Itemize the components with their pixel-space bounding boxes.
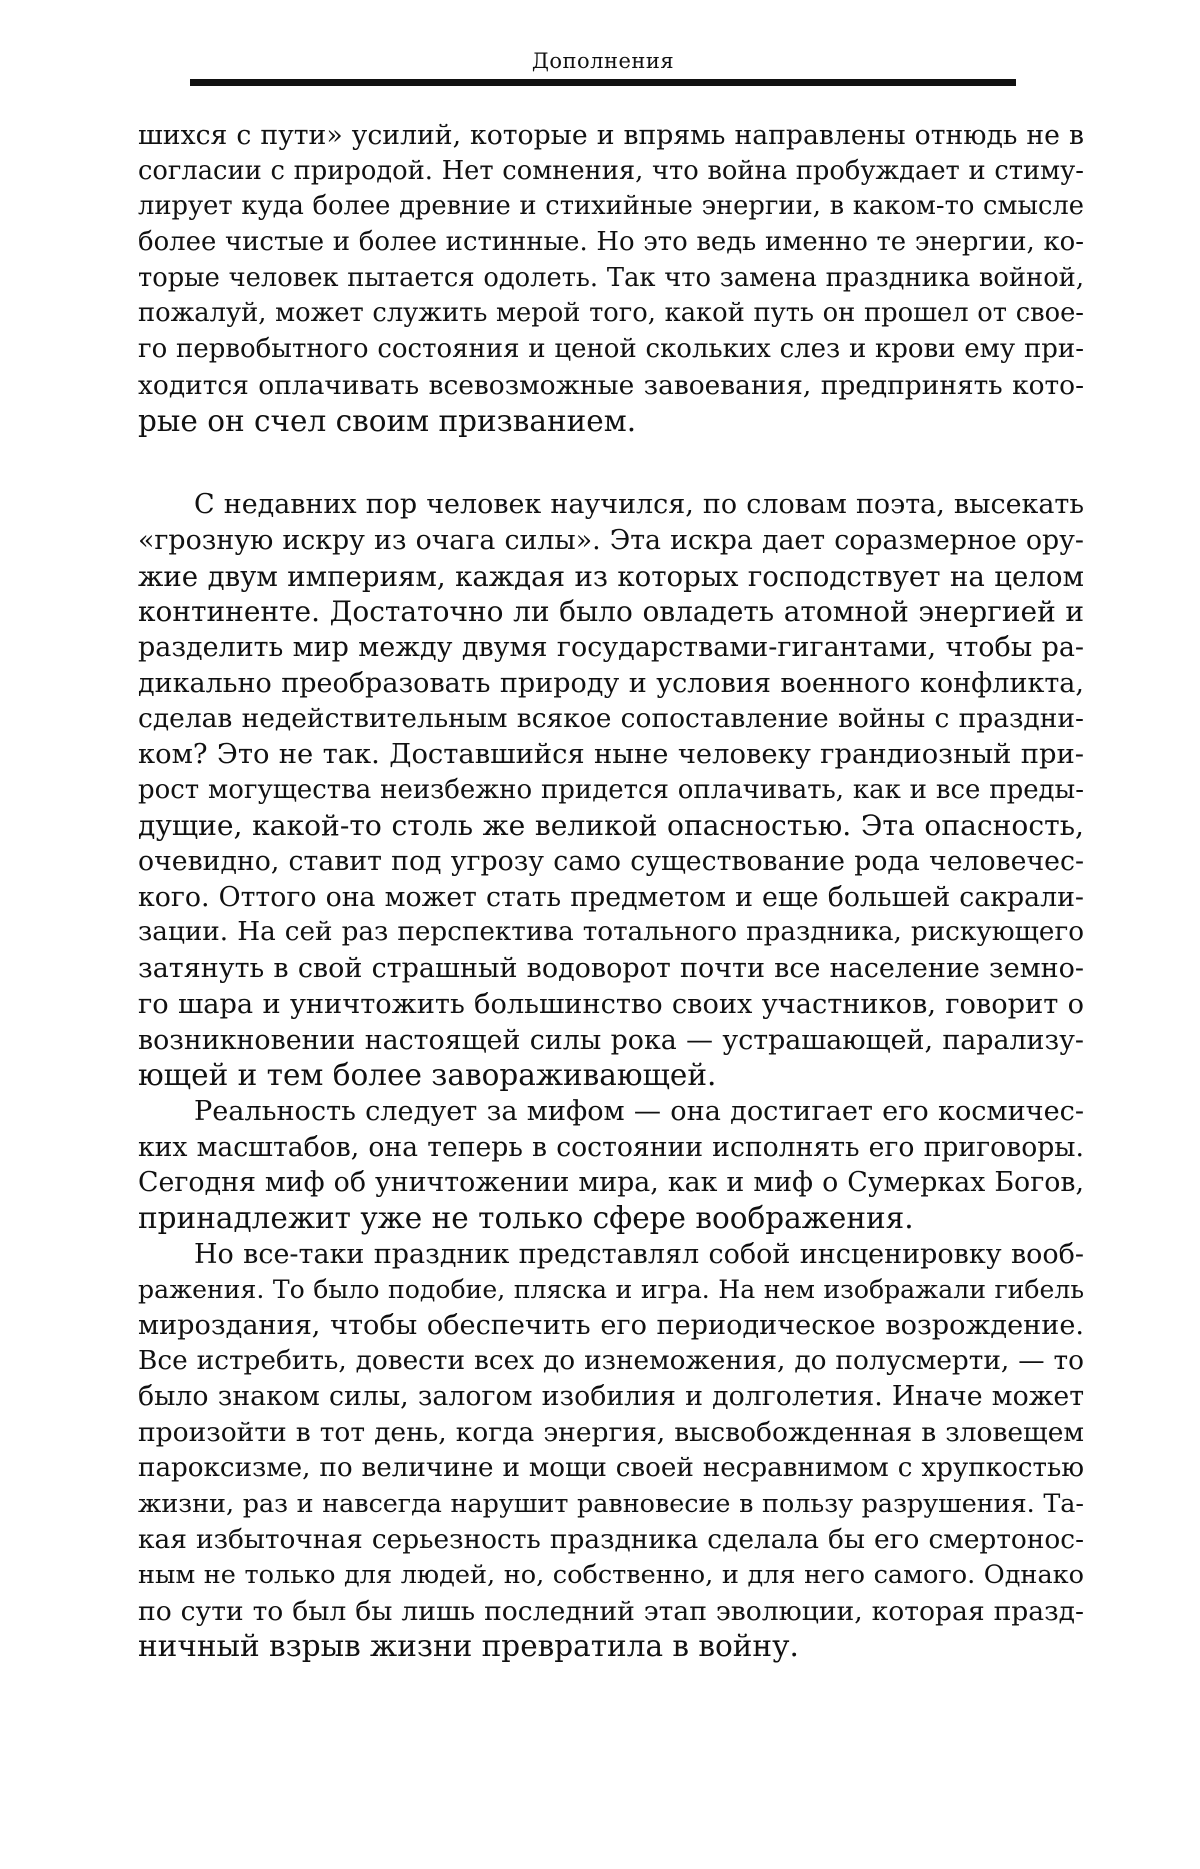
text-line: жизни, раз и навсегда нарушит равновесие в пользу разрушения. Та- <box>138 1486 1084 1522</box>
text-line: произойти в тот день, когда энергия, высвобожденная в зловещем <box>138 1415 1084 1451</box>
text-line: сделав недействительным всякое сопоставление войны с праздни- <box>138 701 1084 737</box>
text-line: торые человек пытается одолеть. Так что замена праздника войной, <box>138 261 1084 297</box>
text-line: кого. Оттого она может стать предметом и еще большей сакрали- <box>138 880 1084 916</box>
paragraph-gap <box>138 439 1084 487</box>
text-line: Сегодня миф об уничтожении мира, как и миф о Сумерках Богов, <box>138 1165 1084 1201</box>
text-line: мироздания, чтобы обеспечить его периодическое возрождение. <box>138 1308 1084 1344</box>
text-line: С недавних пор человек научился, по словам поэта, высекать <box>138 487 1084 523</box>
text-line: рые он счел своим призванием. <box>138 404 1084 440</box>
text-line: шихся с пути» усилий, которые и впрямь направлены отнюдь не в <box>138 118 1084 154</box>
text-line: ным не только для людей, но, собственно, и для него самого. Однако <box>138 1558 1084 1594</box>
text-line: пожалуй, может служить мерой того, какой путь он прошел от свое- <box>138 296 1084 332</box>
text-line: лирует куда более древние и стихийные энергии, в каком-то смысле <box>138 189 1084 225</box>
text-line: рост могущества неизбежно придется оплачивать, как и все преды- <box>138 773 1084 809</box>
text-line: ком? Это не так. Доставшийся ныне человеку грандиозный при- <box>138 737 1084 773</box>
text-line: ражения. То было подобие, пляска и игра. На нем изображали гибель <box>138 1272 1084 1308</box>
text-line: дущие, какой-то столь же великой опасностью. Эта опасность, <box>138 808 1084 844</box>
text-line: го первобытного состояния и ценой скольких слез и крови ему при- <box>138 332 1084 368</box>
text-line: согласии с природой. Нет сомнения, что война пробуждает и стиму- <box>138 154 1084 190</box>
body-text <box>138 118 1084 1665</box>
text-line: зации. На сей раз перспектива тотального праздника, рискующего <box>138 915 1084 951</box>
text-line: го шара и уничтожить большинство своих участников, говорит о <box>138 987 1084 1023</box>
text-line: Все истребить, довести всех до изнеможения, до полусмерти, — то <box>138 1344 1084 1380</box>
text-line: ких масштабов, она теперь в состоянии исполнять его приговоры. <box>138 1130 1084 1166</box>
text-line: возникновении настоящей силы рока — устрашающей, парализу- <box>138 1023 1084 1059</box>
text-line: континенте. Достаточно ли было овладеть атомной энергией и <box>138 594 1084 630</box>
text-line: Реальность следует за мифом — она достигает его космичес- <box>138 1094 1084 1130</box>
text-line: пароксизме, по величине и мощи своей несравнимом с хрупкостью <box>138 1451 1084 1487</box>
text-line: затянуть в свой страшный водоворот почти все население земно- <box>138 951 1084 987</box>
text-line: Но все-таки праздник представлял собой инсценировку вооб- <box>138 1237 1084 1273</box>
paragraph <box>138 487 1084 1094</box>
text-line: ющей и тем более завораживающей. <box>138 1058 1084 1094</box>
paragraph <box>138 1094 1084 1237</box>
text-line: жие двум империям, каждая из которых господствует на целом <box>138 559 1084 595</box>
header-rule <box>190 79 1016 86</box>
text-line: по сути то был бы лишь последний этап эволюции, которая празд- <box>138 1594 1084 1630</box>
text-line: принадлежит уже не только сфере воображения. <box>138 1201 1084 1237</box>
text-line: дикально преобразовать природу и условия военного конфликта, <box>138 666 1084 702</box>
text-line: «грозную искру из очага силы». Эта искра дает соразмерное ору- <box>138 523 1084 559</box>
text-line: ходится оплачивать всевозможные завоевания, предпринять кото- <box>138 368 1084 404</box>
text-line: было знаком силы, залогом изобилия и долголетия. Иначе может <box>138 1379 1084 1415</box>
paragraph <box>138 118 1084 439</box>
text-line: ничный взрыв жизни превратила в войну. <box>138 1629 1084 1665</box>
text-line: очевидно, ставит под угрозу само существование рода человечес- <box>138 844 1084 880</box>
text-line: разделить мир между двумя государствами-гигантами, чтобы ра- <box>138 630 1084 666</box>
running-header: Дополнения <box>190 48 1016 74</box>
text-line: кая избыточная серьезность праздника сделала бы его смертонос- <box>138 1522 1084 1558</box>
paragraph <box>138 1237 1084 1665</box>
text-line: более чистые и более истинные. Но это ведь именно те энергии, ко- <box>138 225 1084 261</box>
